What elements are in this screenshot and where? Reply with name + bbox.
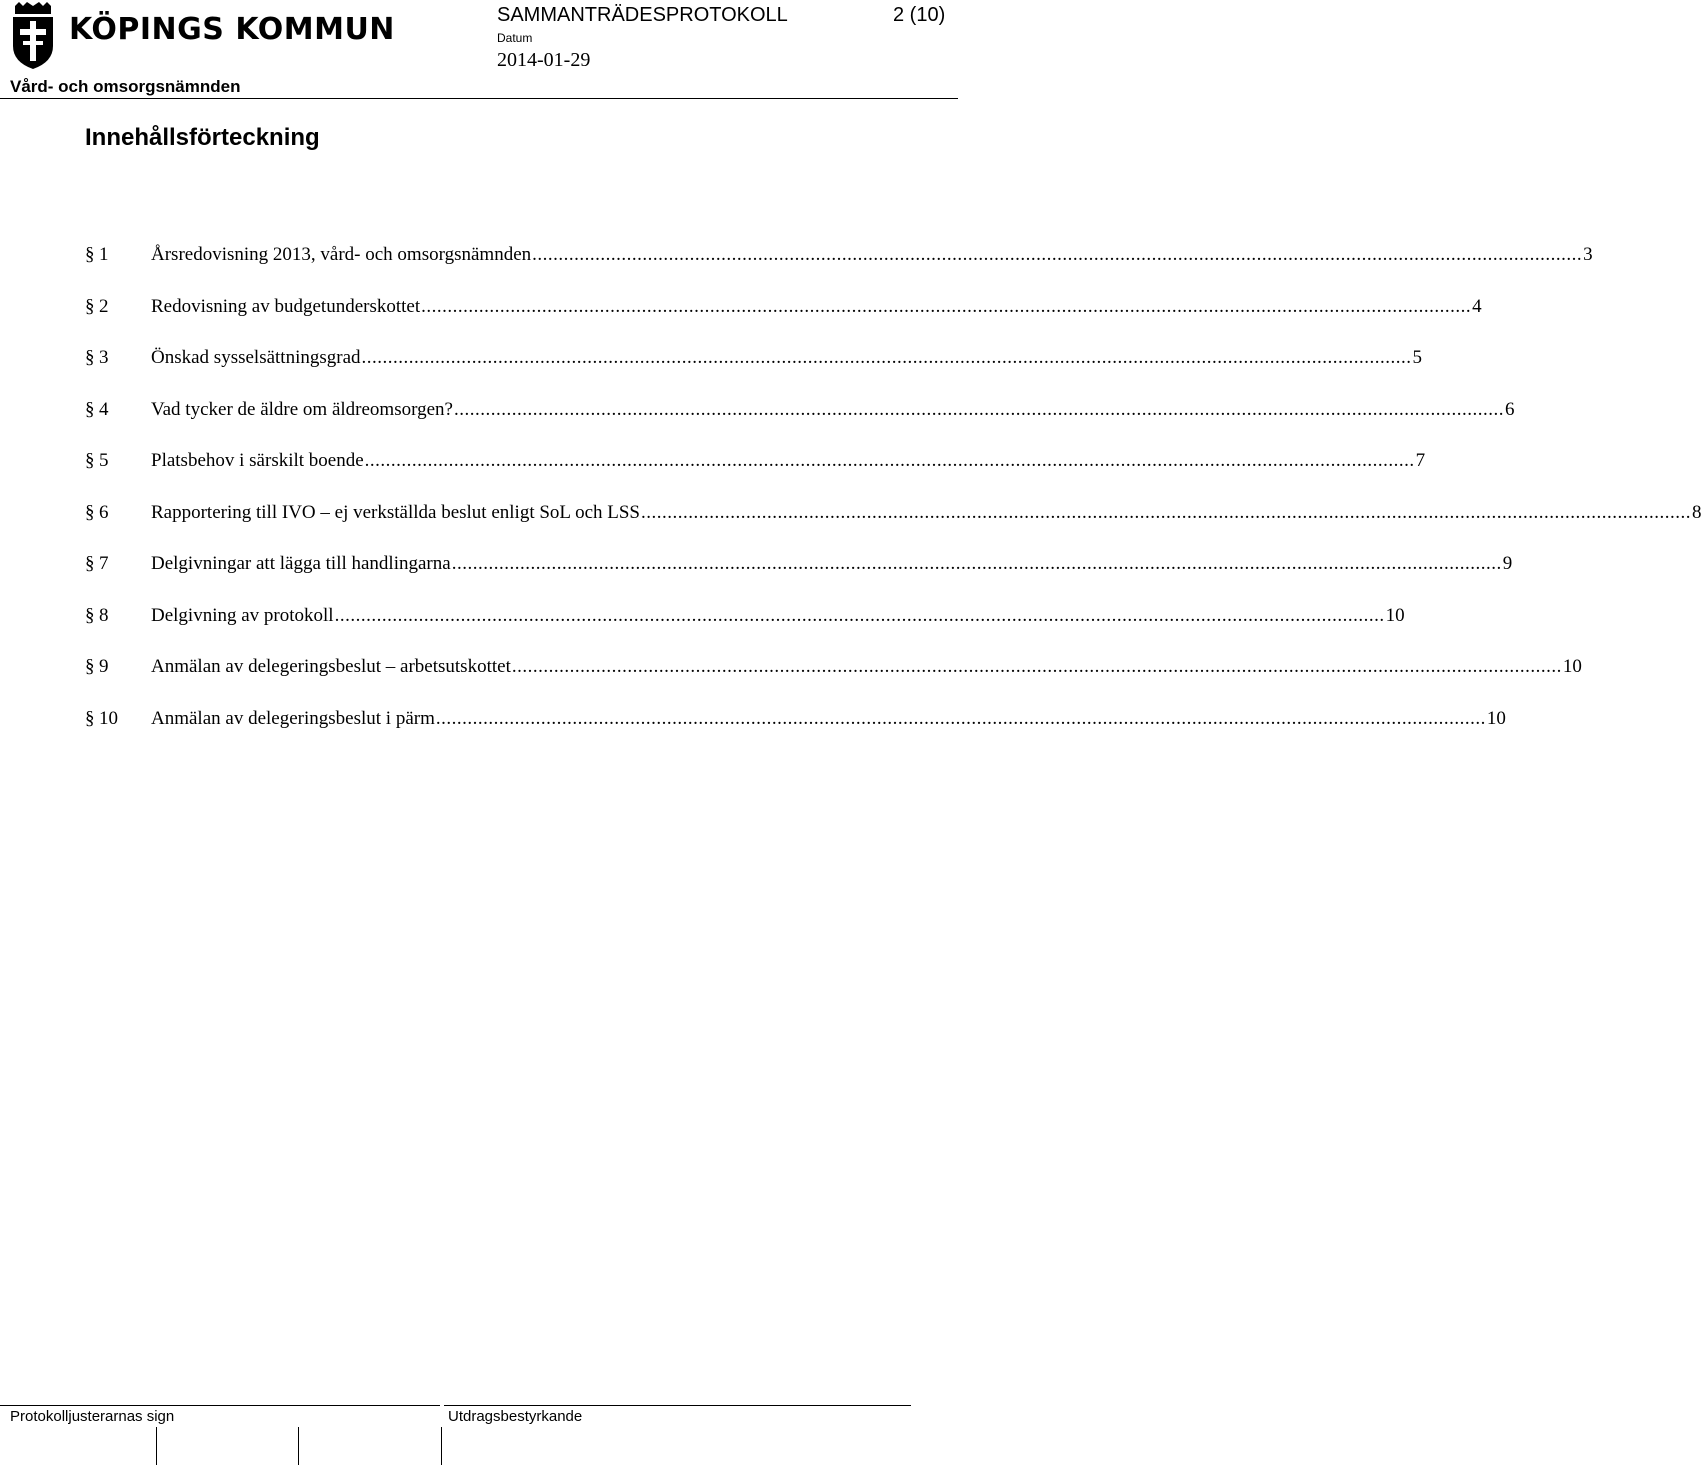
dot-leader: ........................................................................................................................................................................................................ (451, 553, 1502, 574)
footer-divider-right (444, 1405, 911, 1406)
toc-entry-number: 8 (99, 604, 109, 626)
section-symbol: § (85, 347, 95, 368)
document-type: SAMMANTRÄDESPROTOKOLL (497, 4, 788, 26)
toc-entry[interactable] (85, 238, 1593, 290)
dot-leader: ........................................................................................................................................................................................................ (453, 398, 1504, 420)
table-of-contents (85, 238, 1702, 753)
toc-entry-number: 1 (99, 244, 109, 265)
toc-entry-page[interactable]: 4 (1472, 295, 1482, 317)
dot-leader: ........................................................................................................................................................................................................ (361, 347, 1412, 368)
toc-entry-title[interactable]: Årsredovisning 2013, vård- och omsorgsnämnden (151, 244, 532, 265)
dot-leader: ........................................................................................................................................................................................................ (435, 707, 1486, 729)
toc-entry-title[interactable]: Önskad sysselsättningsgrad (151, 347, 361, 368)
toc-entry-page[interactable]: 8 (1692, 501, 1702, 523)
toc-entry[interactable] (85, 650, 1582, 702)
toc-entry-number: 9 (99, 656, 109, 677)
toc-entry-title[interactable]: Delgivningar att lägga till handlingarna (151, 553, 451, 574)
dot-leader: ........................................................................................................................................................................................................ (511, 656, 1562, 677)
section-symbol: § (85, 398, 95, 420)
toc-entry[interactable] (85, 547, 1513, 599)
municipality-logo (9, 2, 395, 72)
toc-entry-page[interactable]: 10 (1486, 707, 1506, 729)
certification-label: Utdragsbestyrkande (448, 1408, 583, 1425)
logo-wordmark: KÖPINGS KOMMUN (69, 12, 395, 47)
toc-entry[interactable] (85, 496, 1702, 548)
signature-box-divider (156, 1427, 157, 1465)
toc-entry[interactable] (85, 702, 1506, 754)
dot-leader: ........................................................................................................................................................................................................ (532, 244, 1583, 265)
toc-entry[interactable] (85, 341, 1423, 393)
toc-entry-title[interactable]: Vad tycker de äldre om äldreomsorgen? (151, 398, 453, 420)
toc-entry-page[interactable]: 9 (1502, 553, 1513, 574)
section-symbol: § (85, 604, 95, 626)
toc-entry-number: 7 (99, 553, 109, 574)
section-symbol: § (85, 450, 95, 471)
header-divider (0, 98, 958, 99)
toc-entry[interactable] (85, 393, 1515, 445)
dot-leader: ........................................................................................................................................................................................................ (334, 604, 1385, 626)
page-number: 2 (10) (893, 4, 946, 26)
toc-entry-page[interactable]: 6 (1504, 398, 1515, 420)
toc-entry-title[interactable]: Anmälan av delegeringsbeslut i pärm (151, 707, 435, 729)
toc-entry-title[interactable]: Platsbehov i särskilt boende (151, 450, 364, 471)
dot-leader: ........................................................................................................................................................................................................ (364, 450, 1415, 471)
toc-entry-number: 4 (99, 398, 109, 420)
toc-entry-page[interactable]: 10 (1562, 656, 1582, 677)
toc-entry-number: 10 (99, 707, 118, 729)
coat-of-arms-icon (9, 2, 57, 70)
date-value: 2014-01-29 (497, 49, 591, 71)
toc-entry-title[interactable]: Delgivning av protokoll (151, 604, 334, 626)
section-symbol: § (85, 656, 95, 677)
toc-entry-title[interactable]: Anmälan av delegeringsbeslut – arbetsutskottet (151, 656, 511, 677)
toc-entry-number: 6 (99, 501, 109, 523)
section-symbol: § (85, 553, 95, 574)
section-symbol: § (85, 707, 95, 729)
section-symbol: § (85, 295, 95, 317)
section-symbol: § (85, 244, 95, 265)
dot-leader: ........................................................................................................................................................................................................ (421, 295, 1472, 317)
toc-entry-page[interactable]: 10 (1385, 604, 1405, 626)
signature-box-divider (441, 1427, 442, 1465)
section-symbol: § (85, 501, 95, 523)
date-label: Datum (497, 31, 533, 45)
toc-entry-title[interactable]: Rapportering till IVO – ej verkställda beslut enligt SoL och LSS (151, 501, 640, 523)
toc-entry-title[interactable]: Redovisning av budgetunderskottet (151, 295, 421, 317)
toc-entry-page[interactable]: 5 (1412, 347, 1423, 368)
dot-leader: ........................................................................................................................................................................................................ (641, 501, 1691, 523)
department-name: Vård- och omsorgsnämnden (10, 77, 241, 96)
signature-box-divider (298, 1427, 299, 1465)
toc-entry-page[interactable]: 3 (1583, 244, 1593, 265)
toc-entry-number: 3 (99, 347, 109, 368)
toc-entry-number: 2 (99, 295, 109, 317)
toc-entry[interactable] (85, 599, 1405, 651)
toc-entry[interactable] (85, 444, 1426, 496)
signature-label: Protokolljusterarnas sign (10, 1408, 175, 1425)
toc-entry-page[interactable]: 7 (1415, 450, 1426, 471)
toc-entry[interactable] (85, 290, 1482, 342)
footer-divider-left (0, 1405, 440, 1406)
toc-title: Innehållsförteckning (85, 124, 320, 151)
toc-entry-number: 5 (99, 450, 109, 471)
